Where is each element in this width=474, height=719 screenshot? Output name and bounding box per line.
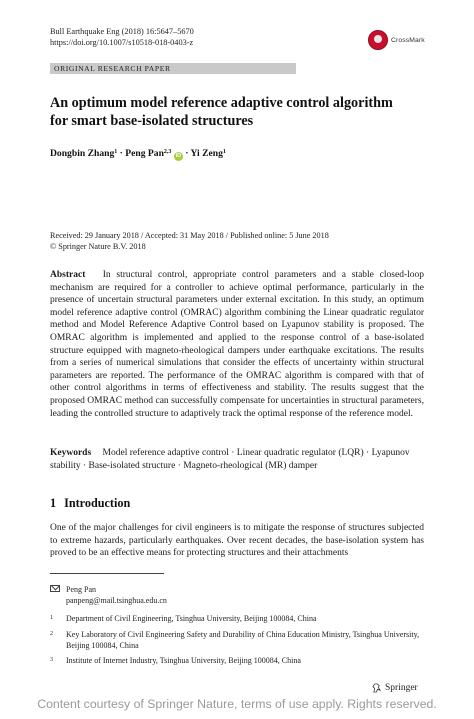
affiliation-number: 2 — [50, 631, 53, 637]
crossmark-badge[interactable] — [368, 28, 430, 52]
title-line-1: An optimum model reference adaptive control algorithm — [50, 95, 393, 111]
keywords-text: Model reference adaptive control · Linear quadratic regulator (LQR) · Lyapunov stability · Base-isolated structure · Magneto-rheological (MR) damper — [50, 448, 410, 471]
orcid-icon[interactable]: iD — [175, 153, 182, 159]
author-list — [50, 146, 226, 161]
received-accepted-published: Received: 29 January 2018 / Accepted: 31 May 2018 / Published online: 5 June 2018 — [50, 231, 329, 240]
abstract-label: Abstract — [50, 270, 86, 280]
corresponding-author — [50, 585, 167, 606]
publisher-logo — [372, 683, 418, 693]
crossmark-icon — [368, 30, 388, 50]
affiliation-number: 3 — [50, 657, 53, 663]
section-body: One of the major challenges for civil engineers is to mitigate the response of structures subjected to extreme hazards, particularly earthquakes. Over recent decades, the base-isolation system has proved to be an effective means for protecting structures and their attachments — [50, 523, 424, 559]
affiliation-text: Institute of Internet Industry, Tsinghua University, Beijing 100084, China — [66, 656, 301, 665]
keywords-label: Keywords — [50, 448, 92, 458]
contact-name: Peng Pan — [66, 585, 96, 594]
affiliation-text: Department of Civil Engineering, Tsinghua University, Beijing 100084, China — [66, 614, 317, 623]
section-title: Introduction — [64, 496, 131, 510]
affiliation-item — [50, 656, 430, 667]
contact-email[interactable]: panpeng@mail.tsinghua.edu.cn — [66, 595, 167, 605]
author-separator: · — [182, 148, 191, 159]
publisher-name: Springer — [385, 683, 418, 693]
footnote-divider — [50, 573, 164, 574]
paper-type-label: ORIGINAL RESEARCH PAPER — [54, 64, 171, 73]
affiliation-text: Key Laboratory of Civil Engineering Safety and Durability of China Education Ministry, Tsinghua University, Beijing 100084, China — [66, 630, 420, 650]
keywords — [50, 447, 424, 472]
author-affiliation-sup: 1 — [114, 149, 118, 155]
section-number: 1 — [50, 496, 57, 510]
author-name[interactable]: Dongbin Zhang — [50, 148, 115, 159]
crossmark-label: CrossMark — [391, 36, 425, 44]
author-affiliation-sup: 1 — [222, 149, 226, 155]
paper-title — [50, 94, 430, 130]
section-heading — [50, 496, 130, 511]
author-name[interactable]: Peng Pan — [125, 148, 164, 159]
abstract-text: In structural control, appropriate control parameters and a stable closed-loop mechanism are required for a controller to achieve optimal performance, particularly in the presence of uncertain structural parameters under external excitation. In this study, an optimum model reference adaptive control (OMRAC) algorithm combining the Linear quadratic regulator method and Model Reference Adaptive Control based on Lyapunov stability is proposed. The OMRAC algorithm is implemented and applied to the response control of a base-isolated structure equipped with magneto-rheological dampers under earthquake excitations. The results from a series of numerical simulations that consider the effects of uncertainty within structural parameters are reported. The performance of the OMRAC algorithm is compared with that of other control algorithms in terms of effectiveness and stability. The results suggest that the proposed OMRAC method can successfully compensate for uncertainties in structural parameters, leading the controlled structure to adaptively track the optimal response of the reference model. — [50, 270, 424, 419]
affiliation-item — [50, 630, 430, 651]
envelope-icon — [50, 585, 60, 592]
courtesy-watermark: Content courtesy of Springer Nature, terms of use apply. Rights reserved. — [37, 697, 437, 711]
affiliation-number: 1 — [50, 615, 53, 621]
journal-reference: Bull Earthquake Eng (2018) 16:5647–5670 — [50, 27, 194, 36]
abstract — [50, 269, 424, 420]
doi-link[interactable]: https://doi.org/10.1007/s10518-018-0403-z — [50, 37, 194, 47]
author-affiliation-sup: 2,3 — [163, 149, 172, 155]
affiliation-item — [50, 614, 430, 625]
publication-dates — [50, 231, 329, 252]
author-name[interactable]: Yi Zeng — [190, 148, 223, 159]
title-line-2: for smart base-isolated structures — [50, 113, 254, 129]
copyright-notice: © Springer Nature B.V. 2018 — [50, 241, 146, 251]
springer-horse-icon — [372, 683, 381, 693]
author-separator: · — [117, 148, 126, 159]
journal-citation — [50, 27, 194, 48]
